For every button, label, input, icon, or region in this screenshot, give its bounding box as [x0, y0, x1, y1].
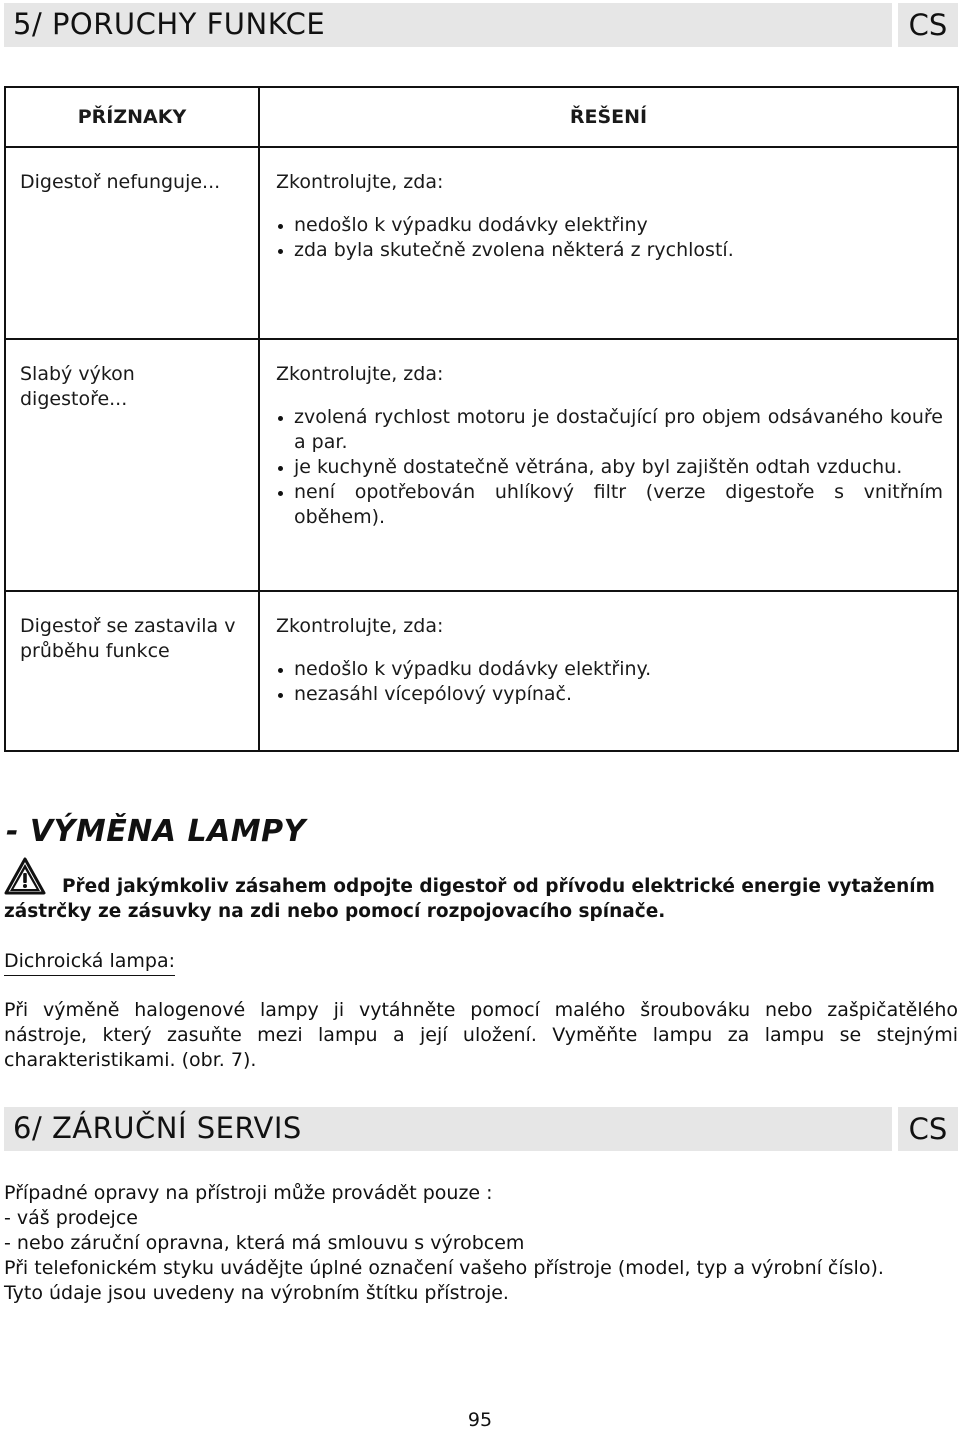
list-item: je kuchyně dostatečně větrána, aby byl zajištěn odtah vzduchu. — [276, 455, 943, 480]
service-line: Případné opravy na přístroji může provádět pouze : — [4, 1182, 493, 1204]
solution-cell — [259, 147, 958, 339]
list-item: zda byla skutečně zvolena některá z rychlostí. — [276, 238, 943, 263]
table-row — [5, 339, 958, 591]
section-title-bar — [4, 3, 892, 47]
troubleshooting-table — [4, 86, 959, 752]
list-item: nezasáhl vícepólový vypínač. — [276, 682, 943, 707]
table-header-row — [5, 87, 958, 147]
list-item: není opotřebován uhlíkový filtr (verze digestoře s vnitřním oběhem). — [276, 480, 943, 530]
solution-list — [276, 657, 943, 707]
service-line: - váš prodejce — [4, 1207, 138, 1229]
header-solutions: ŘEŠENÍ — [259, 87, 958, 147]
check-label: Zkontrolujte, zda: — [276, 171, 444, 193]
table-row — [5, 147, 958, 339]
solution-cell — [259, 591, 958, 751]
warranty-service-text — [4, 1181, 960, 1306]
symptom-cell: Digestoř nefunguje... — [5, 147, 259, 339]
section-header-faults — [4, 3, 958, 47]
solution-list — [276, 405, 943, 530]
list-item: zvolená rychlost motoru je dostačující pro objem odsávaného kouře a par. — [276, 405, 943, 455]
service-line: Při telefonickém styku uvádějte úplné označení vašeho přístroje (model, typ a výrobní číslo). — [4, 1257, 884, 1279]
service-line: Tyto údaje jsou uvedeny na výrobním štítku přístroje. — [4, 1282, 509, 1304]
symptom-cell — [5, 339, 259, 591]
section-title: 5/ PORUCHY FUNKCE — [13, 7, 326, 41]
symptom-text: Digestoř se zastavila v průběhu funkce — [20, 615, 236, 662]
list-item: nedošlo k výpadku dodávky elektřiny. — [276, 657, 943, 682]
table-row — [5, 591, 958, 751]
language-badge: CS — [898, 1107, 958, 1151]
page-number: 95 — [467, 1409, 493, 1431]
safety-warning: Před jakýmkoliv zásahem odpojte digestoř od přívodu elektrické energie vytažením zástrčky ze zásuvky na zdi nebo pomocí rozpojovacího spínače. — [4, 876, 935, 922]
dichroic-lamp-label: Dichroická lampa: — [4, 950, 175, 976]
header-symptoms: PŘÍZNAKY — [5, 87, 259, 147]
language-badge: CS — [898, 3, 958, 47]
solution-cell — [259, 339, 958, 591]
service-line: - nebo záruční opravna, která má smlouvu s výrobcem — [4, 1232, 525, 1254]
solution-list — [276, 213, 943, 263]
section-title: 6/ ZÁRUČNÍ SERVIS — [13, 1111, 302, 1145]
symptom-cell — [5, 591, 259, 751]
section-title-bar — [4, 1107, 892, 1151]
list-item: nedošlo k výpadku dodávky elektřiny — [276, 213, 943, 238]
check-label: Zkontrolujte, zda: — [276, 615, 444, 637]
lamp-instructions: Při výměně halogenové lampy ji vytáhněte pomocí malého šroubováku nebo zašpičatělého nástroje, který zasuňte mezi lampu a její uložení. Vyměňte lampu za lampu se stejnými charakteristikami. (obr. 7). — [4, 999, 958, 1071]
section-header-warranty — [4, 1107, 958, 1151]
check-label: Zkontrolujte, zda: — [276, 363, 444, 385]
symptom-text: Slabý výkon digestoře... — [20, 363, 135, 410]
lamp-replacement-heading: - VÝMĚNA LAMPY — [6, 814, 306, 849]
